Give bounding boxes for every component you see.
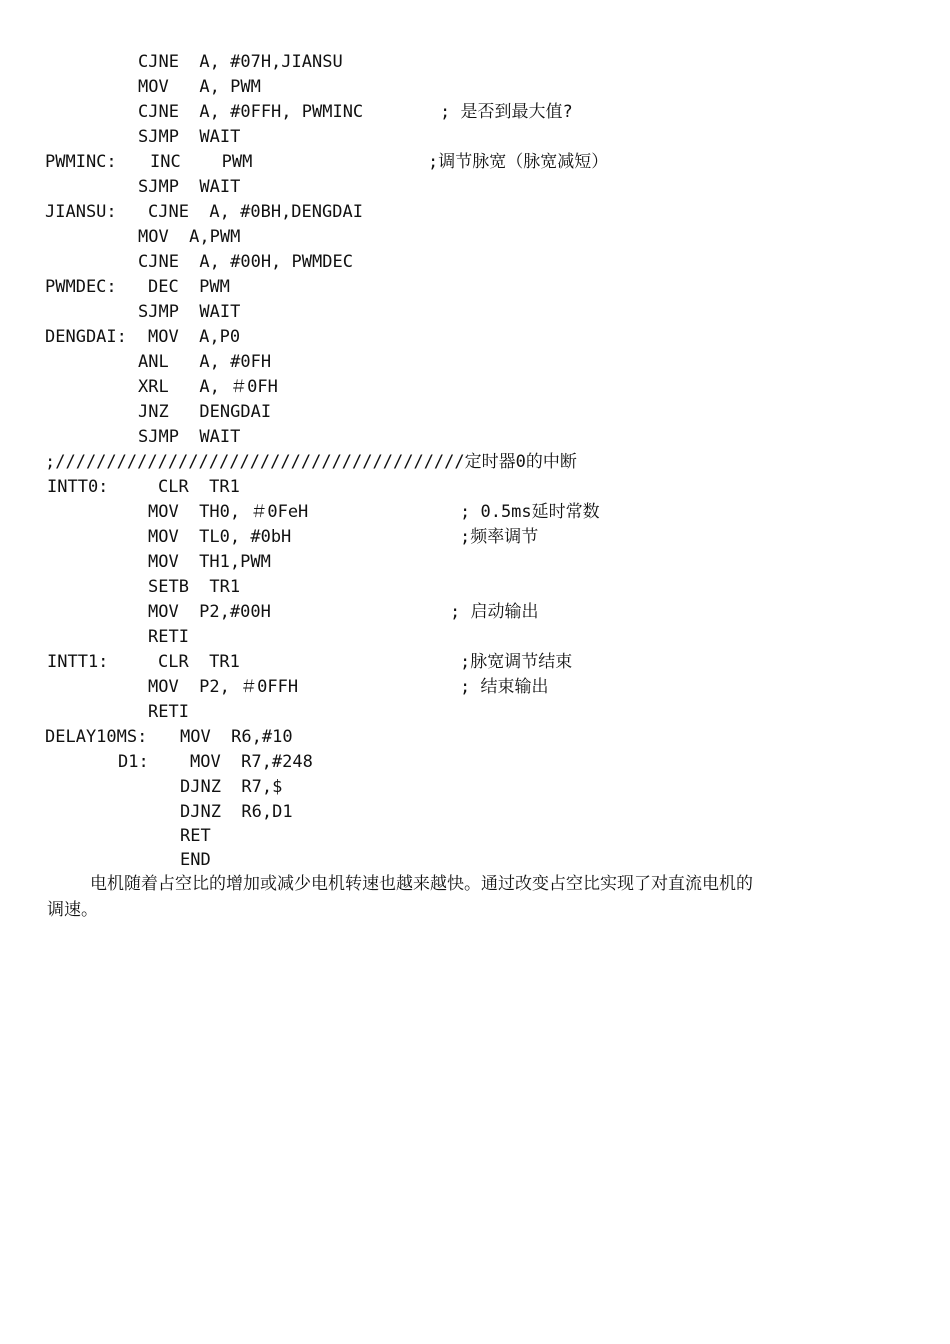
code-instruction: MOV A,PWM — [138, 227, 241, 247]
code-comment: ; 结束输出 — [460, 677, 549, 697]
code-instruction: MOV TL0, #0bH — [148, 527, 292, 547]
code-instruction: RETI — [148, 627, 189, 647]
code-instruction: END — [180, 850, 211, 870]
conclusion-paragraph-line1: 电机随着占空比的增加或减少电机转速也越来越快。通过改变占空比实现了对直流电机的 — [90, 874, 753, 894]
code-label: DELAY10MS: — [45, 727, 148, 747]
code-instruction: DJNZ R6,D1 — [180, 802, 293, 822]
code-instruction: DJNZ R7,$ — [180, 777, 283, 797]
code-instruction: MOV R6,#10 — [180, 727, 293, 747]
code-instruction: SJMP WAIT — [138, 127, 241, 147]
code-label: PWMINC: — [45, 152, 117, 172]
code-instruction: MOV P2,#00H — [148, 602, 271, 622]
code-comment: ; 是否到最大值? — [440, 102, 573, 122]
code-instruction: CJNE A, #0FFH, PWMINC — [138, 102, 364, 122]
code-instruction: MOV P2, ＃0FFH — [148, 677, 299, 697]
code-instruction: CLR TR1 — [158, 477, 240, 497]
code-instruction: XRL A, ＃0FH — [138, 377, 278, 397]
code-comment: ; 0.5ms延时常数 — [460, 502, 600, 522]
code-instruction: RET — [180, 826, 211, 846]
code-instruction: CJNE A, #00H, PWMDEC — [138, 252, 353, 272]
conclusion-paragraph-line2: 调速。 — [47, 900, 98, 920]
code-comment: ; 启动输出 — [450, 602, 539, 622]
code-instruction: CJNE A, #07H,JIANSU — [138, 52, 343, 72]
code-label: INTT0: — [47, 477, 109, 497]
code-comment: ;频率调节 — [460, 527, 539, 547]
code-instruction: JNZ DENGDAI — [138, 402, 272, 422]
code-instruction: SJMP WAIT — [138, 427, 241, 447]
code-label: D1: — [118, 752, 149, 772]
code-label: INTT1: — [47, 652, 109, 672]
code-instruction: MOV TH0, ＃0FeH — [148, 502, 309, 522]
code-instruction: MOV TH1,PWM — [148, 552, 271, 572]
code-instruction: MOV A,P0 — [148, 327, 241, 347]
code-instruction: CJNE A, #0BH,DENGDAI — [148, 202, 363, 222]
code-comment: ;脉宽调节结束 — [460, 652, 573, 672]
code-label: JIANSU: — [45, 202, 117, 222]
code-instruction: SJMP WAIT — [138, 302, 241, 322]
code-instruction: MOV A, PWM — [138, 77, 261, 97]
code-instruction: MOV R7,#248 — [190, 752, 313, 772]
code-instruction: SJMP WAIT — [138, 177, 241, 197]
timer0-interrupt-comment: ;////////////////////////////////////////定时器0的中断 — [45, 452, 577, 472]
code-instruction: ANL A, #0FH — [138, 352, 272, 372]
code-instruction: SETB TR1 — [148, 577, 241, 597]
code-label: PWMDEC: — [45, 277, 117, 297]
code-instruction: CLR TR1 — [158, 652, 240, 672]
code-comment: ;调节脉宽（脉宽减短） — [428, 152, 609, 172]
code-instruction: INC PWM — [150, 152, 253, 172]
code-instruction: RETI — [148, 702, 189, 722]
code-label: DENGDAI: — [45, 327, 127, 347]
code-instruction: DEC PWM — [148, 277, 230, 297]
